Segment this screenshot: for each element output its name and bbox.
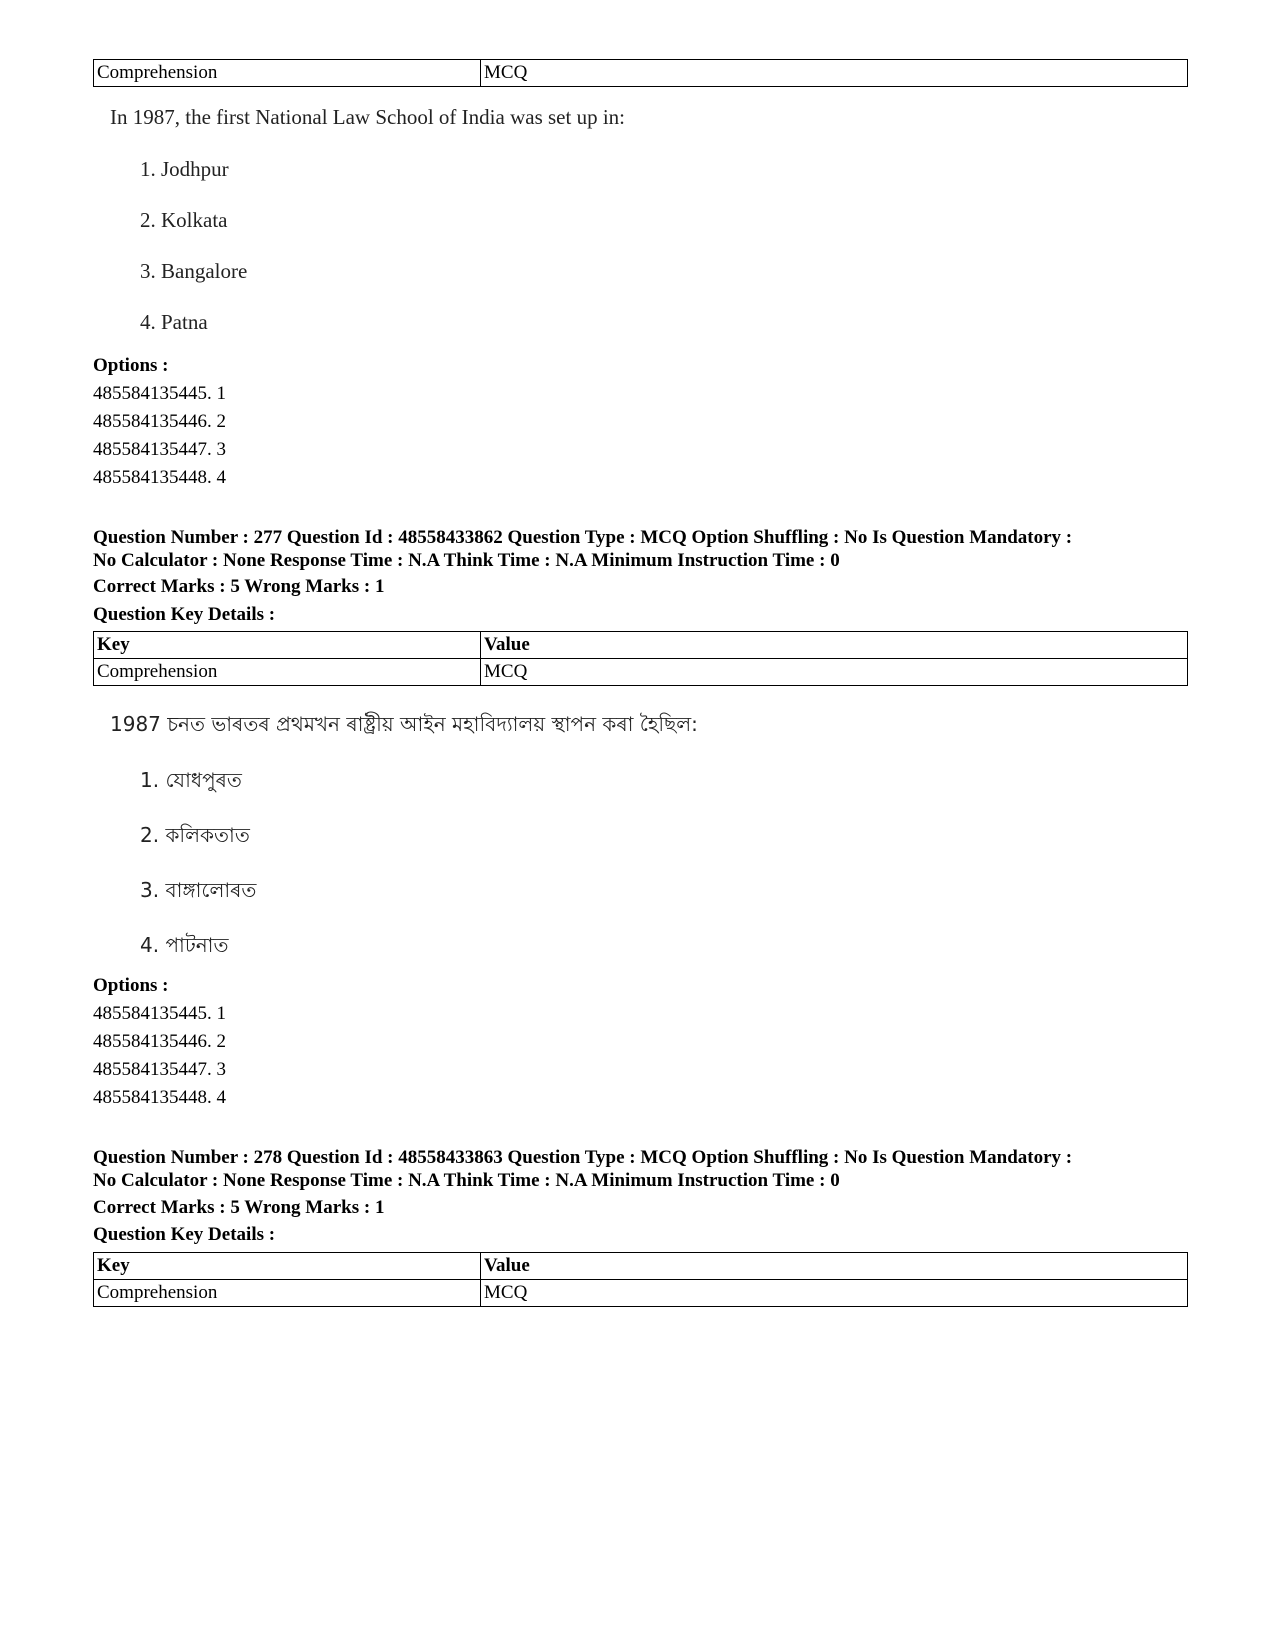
question-meta-278 (93, 1146, 1072, 1192)
question-key-details-label: Question Key Details : (93, 604, 276, 625)
question-marks: Correct Marks : 5 Wrong Marks : 1 (93, 576, 385, 597)
options-block (93, 972, 226, 1112)
options-block (93, 352, 226, 492)
table-row (94, 60, 1188, 87)
question-key-table (93, 1252, 1188, 1307)
options-label: Options : (93, 355, 169, 376)
key-cell: Comprehension (94, 1280, 481, 1307)
question-meta-line: Question Number : 277 Question Id : 48558433862 Question Type : MCQ Option Shuffling : No Is Question Mandatory : (93, 527, 1073, 548)
question-meta-line: Question Number : 278 Question Id : 48558433863 Question Type : MCQ Option Shuffling : No Is Question Mandatory : (93, 1147, 1073, 1168)
option-id: 485584135446. 2 (93, 411, 226, 432)
option-id: 485584135445. 1 (93, 383, 226, 404)
question-stem (110, 710, 698, 743)
question-option: 3. বাঙ্গালোৰত (140, 878, 257, 902)
question-stem: In 1987, the first National Law School of India was set up in: (110, 105, 625, 129)
option-id: 485584135446. 2 (93, 1031, 226, 1052)
value-cell: MCQ (481, 659, 1188, 686)
key-cell: Comprehension (94, 659, 481, 686)
question-stem-text: 1987 চনত ভাৰতৰ প্ৰথমখন ৰাষ্ট্ৰীয় আইন মহাবিদ্যালয় স্থাপন কৰা হৈছিল: (110, 712, 698, 736)
question-option: 1. Jodhpur (140, 157, 229, 181)
table-header-row (94, 632, 1188, 659)
key-header: Key (94, 632, 481, 659)
question-option: 3. Bangalore (140, 259, 248, 283)
question-option: 4. Patna (140, 310, 208, 334)
question-marks: Correct Marks : 5 Wrong Marks : 1 (93, 1197, 385, 1218)
key-cell: Comprehension (94, 60, 481, 87)
table-row (94, 1280, 1188, 1307)
option-id: 485584135445. 1 (93, 1003, 226, 1024)
value-cell: MCQ (481, 60, 1188, 87)
table-row (94, 659, 1188, 686)
options-label: Options : (93, 975, 169, 996)
option-id: 485584135447. 3 (93, 439, 226, 460)
question-meta-line: No Calculator : None Response Time : N.A Think Time : N.A Minimum Instruction Time : 0 (93, 1170, 840, 1191)
option-id: 485584135447. 3 (93, 1059, 226, 1080)
question-key-table (93, 631, 1188, 686)
question-key-table-top (93, 59, 1188, 87)
question-meta-277 (93, 526, 1072, 572)
value-cell: MCQ (481, 1280, 1188, 1307)
question-option: 1. যোধপুৰত (140, 768, 242, 792)
key-header: Key (94, 1253, 481, 1280)
table-header-row (94, 1253, 1188, 1280)
value-header: Value (481, 632, 1188, 659)
value-header: Value (481, 1253, 1188, 1280)
question-option: 4. পাটনাত (140, 933, 229, 957)
question-key-details-label: Question Key Details : (93, 1224, 276, 1245)
question-option: 2. Kolkata (140, 208, 228, 232)
option-id: 485584135448. 4 (93, 1087, 226, 1108)
option-id: 485584135448. 4 (93, 467, 226, 488)
question-option: 2. কলিকতাত (140, 823, 250, 847)
question-meta-line: No Calculator : None Response Time : N.A Think Time : N.A Minimum Instruction Time : 0 (93, 550, 840, 571)
